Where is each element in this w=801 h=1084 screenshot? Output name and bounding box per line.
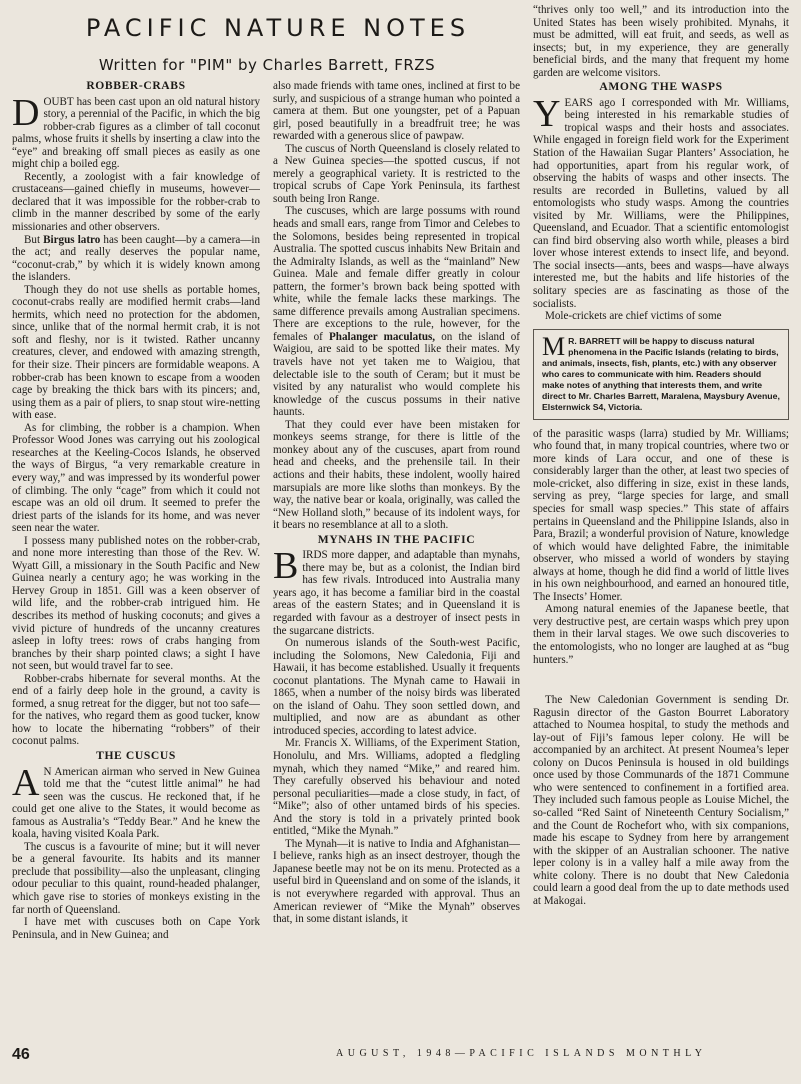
column-3 bbox=[533, 4, 789, 1040]
page-footer bbox=[0, 1046, 801, 1074]
paragraph: Among natural enemies of the Japanese beetle, that very destructive pest, are certain wasps which prey upon them in their larval stages. We owe such discoveries to the entomologists, who no longer are laughed at as “bug hunters.” bbox=[533, 603, 789, 666]
drop-cap: A bbox=[12, 761, 40, 804]
notice-drop-cap: M bbox=[542, 331, 566, 361]
heading-robber-crabs: ROBBER-CRABS bbox=[86, 80, 186, 92]
paragraph: Mr. Francis X. Williams, of the Experiment Station, Honolulu, and Mrs. Williams, adopted a fledgling mynah, which they named “Mike,” and reared him. They carefully observed his behaviour and noted personal peculiarities—made a close study, in fact, of “Mike”; also of other untamed birds of his species. And the story is told in a privately printed book entitled, “Mike the Mynah.” bbox=[273, 737, 520, 838]
paragraph: “thrives only too well,” and its introduction into the United States has been wisely prohibited. Mynahs, it must be admitted, will eat fruit, and seeds, as well as insects; but, in my experience, they are generally beneficial birds, and the many that frequent my home garden are welcome visitors. bbox=[533, 4, 789, 79]
drop-cap: Y bbox=[533, 92, 561, 135]
paragraph: The Mynah—it is native to India and Afghanistan—I believe, ranks high as an insect destroyer, though the Japanese beetle may not be on its menu. Protected as a useful bird in Queensland and on some of the islands, it is not everywhere regarded with approval. Thus an American reviewer of “Mike the Mynah” observes that, in some distant islands, it bbox=[273, 837, 520, 926]
paragraph-text: But bbox=[24, 233, 44, 246]
section-gap bbox=[533, 666, 789, 694]
paragraph: The cuscus is a favourite of mine; but it will never be a general favourite. Its habits and its manner preclude that possibility—also the unpleasant, clinging odour peculiar to this quaint, round-headed phalanger, which gave rise to stories of monkeys existing in the far north of Queensland. bbox=[12, 840, 260, 916]
drop-cap: B bbox=[273, 545, 299, 588]
paragraph: of the parasitic wasps (larra) studied by Mr. Williams; who found that, in many tropical countries, where two or more kinds of Lara occur, and one of these is considerably larger than the other, at least two species of mole-cricket, also differing in size, exist in these lands, serving as prey, “large species for large, and small species for small wasp species.” This state of affairs pertains in Queensland and the Philippine Islands, also in Para, Brazil; a wonderful provision of Nature, knowledge of which would have delighted Fabre, the inimitable observer, who missed a world of wonders by staying always at home, though he did find a world of little lives in his own neighbourhood, and earned an honoured title, The Insects’ Homer. bbox=[533, 427, 789, 603]
paragraph bbox=[12, 91, 260, 171]
paragraph: Recently, a zoologist with a fair knowledge of crustaceans—gained chiefly in museums, however—declared that it was impossible for the robber-crab to climb in the manner described by some of the early missionaries and other observers. bbox=[12, 170, 260, 234]
heading-mynahs: MYNAHS IN THE PACIFIC bbox=[317, 532, 476, 546]
column-2 bbox=[273, 80, 520, 1040]
article-title: PACIFIC NATURE NOTES bbox=[85, 14, 471, 42]
drop-cap: D bbox=[12, 91, 40, 134]
paragraph-text: has been caught—by a camera—in the act; and really deserves the popular name, “coconut-crab,” by which it is widely known among the islanders. bbox=[12, 233, 260, 284]
running-title: AUGUST, 1948—PACIFIC ISLANDS MONTHLY bbox=[336, 1048, 707, 1059]
paragraph-text: OUBT has been cast upon an old natural history story, a perennial of the Pacific, in which the big robber-crab figures as a climber of tall coconut palms, whose fruits it shells by inserting a claw into the “eye” and breaking off small pieces as easily as one might chip a boiled egg. bbox=[12, 95, 260, 171]
paragraph-text: EARS ago I corresponded with Mr. Williams, being interested in his remarkable studies of tropical wasps and their hosts and associates. While engaged in foreign field work for the Experiment Station of the Hawaiian Sugar Planters’ Association, he had opportunities, apart from his regular work, of observing the habits of wasps and other insects. The results are recorded in Bulletins, valued by all entomologists who study wasps. Among the countries visited by Mr. Williams, were the Philippines, Queensland, and Ecuador. That a scientific entomologist can find bird observing also worth while, pleases a bird lover whose interest extends to insect life, and beyond. The social insects—ants, bees and wasps—have always interested me, but the habits and life histories of the solitary species are as fascinating as those of the socialists. bbox=[533, 96, 789, 310]
paragraph: The New Caledonian Government is sending Dr. Ragusin director of the Gaston Bourret Laboratory attached to Noumea hospital, to study the methods and lay-out of Fiji’s famous leper colony. He will be accompanied by an architect. At present Noumea’s leper colony on Ducos Peninsula is housed in old buildings once used by those Communards of the 1871 Commune who were sentenced to confinement in a fortified area. They included such famous people as Louise Michel, the so-called “Red Saint of Nineteenth Century Socialism,” and the Count de Rochefort who, with six companions, made his escape to Sydney from here by arrangement with the skipper of an Australian schooner. The native leper colony is in a valley half a mile away from the white colony. There is no doubt that New Caledonia could learn a good deal from the up to date methods used at Makogai. bbox=[533, 694, 789, 907]
paragraph: I possess many published notes on the robber-crab, and none more interesting than those of the Rev. W. Wyatt Gill, a missionary in the South Pacific and New Guinea nearly a century ago; he was working in the Hervey Group in 1851. Gill was a keen observer of wild life, and the robber-crab intrigued him. He describes its method of husking coconuts; and gives a vivid picture of hundreds of the uncanny creatures asleep in lofty trees: rows of crabs hanging from branches by their sharp pointed claws; a sight I have not seen, but would travel far to see. bbox=[12, 534, 260, 673]
paragraph: also made friends with tame ones, inclined at first to be surly, and suspicious of a strange human who pointed a camera at them. But one youngster, pet of a Papuan girl, posed beautifully in a breadfruit tree; he was rewarded with a generous slice of pawpaw. bbox=[273, 80, 520, 143]
paragraph bbox=[273, 205, 520, 418]
paragraph: On numerous islands of the South-west Pacific, including the Solomons, New Caledonia, Fiji and Hawaii, it has become established. Usually it frequents coconut plantations. The Mynah came to Hawaii in 1865, when a number of the noisy birds was liberated on the island of Oahu. They soon settled down, and multiplied, and now are as abundant as other introduced species, according to latest advice. bbox=[273, 637, 520, 737]
paragraph bbox=[533, 92, 789, 310]
paragraph: As for climbing, the robber is a champion. When Professor Wood Jones was carrying out his zoological researches at the Keeling-Cocos Islands, he observed the ways of Birgus, “a very remarkable creature in every way,” and was impressed by its wonderful power of climbing. The only “cage” from which it could not escape was an old oil drum. It seemed to prefer the driest parts of the islands for its home, and was never seen near the water. bbox=[12, 421, 260, 535]
paragraph-text: on the island of Waigiou, are said to be spotted like their mates. My travels have not yet taken me to Waigiou, that delectable isle to the south of Ceram; but it must be visited by any naturalist who would complete his knowledge of the cuscus possums in their native haunts. bbox=[273, 330, 520, 419]
paragraph bbox=[12, 761, 260, 841]
paragraph: Robber-crabs hibernate for several months. At the end of a fairly deep hole in the ground, a cavity is formed, a snug retreat for the digger, but not too safe—for the natives, who regard them as good tucker, know how to locate the hibernating “robbers” of their coconut palms. bbox=[12, 672, 260, 748]
paragraph: That they could ever have been mistaken for monkeys seems strange, for there is little of the monkey about any of the cuscuses, apart from round head and cheeks, and the prehensile tail. In their actions and their habits, these indolent, woolly haired marsupials are more like sloths than monkeys. By the way, the native bear or koala, originally, was called the “New Holland sloth,” because of its indolent ways, for it bears no resemblance at all to a sloth. bbox=[273, 418, 520, 532]
heading-wasps: AMONG THE WASPS bbox=[599, 80, 723, 94]
paragraph bbox=[12, 234, 260, 284]
heading-cuscus: THE CUSCUS bbox=[96, 748, 176, 762]
paragraph-text: N American airman who served in New Guinea told me that the “cutest little animal” he had seen was the cuscus. He reckoned that, if he could get one alive to the States, it would become as famous as Australia’s “Teddy Bear.” And he knew the koala, having visited Koala Park. bbox=[12, 765, 260, 841]
column-1 bbox=[12, 80, 260, 1040]
page-header bbox=[0, 14, 520, 74]
paragraph-text: The cuscuses, which are large possums with round heads and small ears, range from Timor and Celebes to the Solomons, besides being represented in tropical Australia. The spotted cuscus inhabits New Britain and the Admiralty Islands, as well as the “mainland” New Guinea. Male and female differ greatly in colour pattern, the former’s brown back being spotted with white, while the female lacks these markings. The same difference prevails among Australian specimens. There are exceptions to the rule, however, for the females of bbox=[273, 205, 520, 343]
article-byline: Written for "PIM" by Charles Barrett, FRZS bbox=[98, 56, 436, 74]
paragraph bbox=[273, 545, 520, 637]
species-name: Birgus latro bbox=[43, 233, 101, 246]
reader-notice-box bbox=[533, 329, 789, 420]
paragraph: The cuscus of North Queensland is closely related to a New Guinea species—the spotted cuscus, if not merely a geographical variety. It is restricted to the tropical scrubs of Cape York Peninsula, its farthest south being Iron Range. bbox=[273, 142, 520, 205]
page-number: 46 bbox=[12, 1046, 30, 1063]
paragraph-text: IRDS more dapper, and adaptable than mynahs, there may be, but as a colonist, the Indian bird has few rivals. Introduced into Australia many years ago, it has become a familiar bird in the coastal areas of the eastern States; and in Queensland it is regarded with favour as a destroyer of insect pests in the sugarcane districts. bbox=[273, 549, 520, 637]
paragraph: Though they do not use shells as portable homes, coconut-crabs really are modified hermit crabs—land hermits, which need no protection for the abdomen, since, unlike that of the normal hermit crab, it is not soft and fleshy, nor is it twisted. Rather uncanny creatures, clever, and endowed with amazing strength, for their size. Their pincers are formidable weapons. A robber-crab has been known to escape from a wooden cage by breaking the thick bars with its pincers; and, using them as a pair of pliers, to snap stout wire-netting with ease. bbox=[12, 283, 260, 422]
notice-text: R. BARRETT will be happy to discuss natural phenomena in the Pacific Islands (relating to birds, and animals, insects, fish, plants, etc.) with any observer who cares to communicate with him. Readers should make notes of anything that interests them, and write direct to Mr. Charles Barrett, Maralena, Maysbury Avenue, Elsternwick S4, Victoria. bbox=[542, 335, 780, 412]
paragraph: I have met with cuscuses both on Cape York Peninsula, and in New Guinea; and bbox=[12, 916, 260, 941]
paragraph: Mole-crickets are chief victims of some bbox=[545, 310, 722, 323]
species-name: Phalanger maculatus, bbox=[329, 330, 436, 343]
